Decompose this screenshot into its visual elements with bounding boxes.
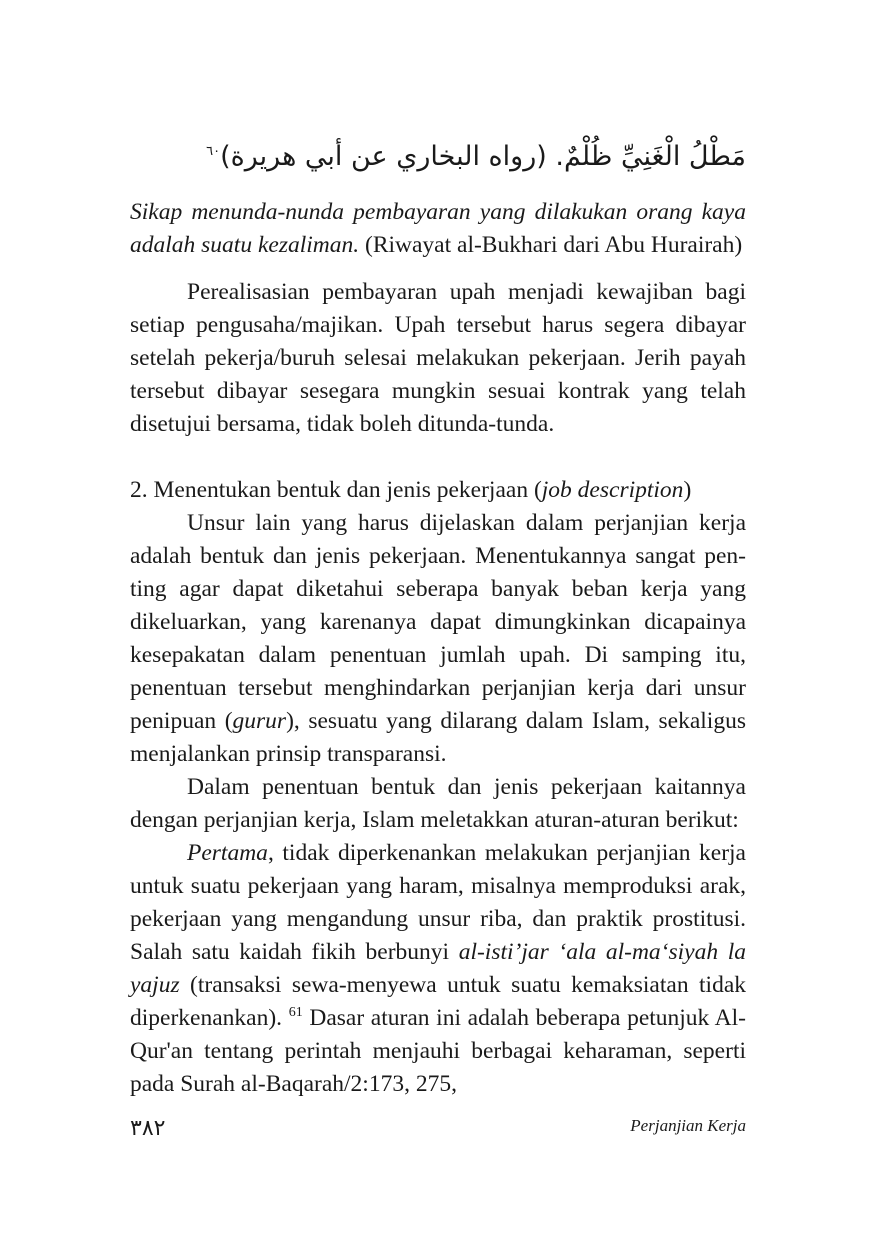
hadith-arabic xyxy=(130,132,746,177)
paragraph-2-part2: ), sesuatu yang dilarang dalam Islam, sekaligus menjalankan prinsip transparansi. xyxy=(130,708,746,767)
paragraph-4-part2: (transaksi sewa-menyewa untuk suatu kemaksiatan tidak diperkenankan). xyxy=(130,972,746,1031)
translation-source: (Riwayat al-Bukhari dari Abu Hurairah) xyxy=(359,232,743,258)
paragraph-2 xyxy=(130,507,746,771)
hadith-translation xyxy=(130,196,746,262)
hadith-text: مَطْلُ الْغَنِيِّ ظُلْمٌ. (رواه البخاري عن أبي هريرة) xyxy=(220,141,746,172)
paragraph-4-italic: al-isti’jar ‘ala al-ma‘siyah la yajuz xyxy=(130,939,746,998)
section-heading-end: ) xyxy=(683,477,692,503)
page-number: ٣٨٢ xyxy=(130,1116,166,1141)
footnote-61[interactable]: 61 xyxy=(288,1005,303,1021)
running-title: Perjanjian Kerja xyxy=(630,1116,746,1135)
section-heading-text: 2. Menentukan bentuk dan jenis pekerjaan ( xyxy=(130,477,542,503)
hadith-footnote-ref: ٦٠ xyxy=(206,144,221,159)
paragraph-4-part1: , tidak diperkenankan melakukan perjanjian kerja untuk suatu pekerjaan yang haram, misalnya memproduksi arak, pekerjaan yang mengandung unsur riba, dan praktik prostitusi. Salah satu kaidah fikih berbunyi xyxy=(130,840,746,965)
paragraph-3: Dalam penentuan bentuk dan jenis pekerjaan kaitannya dengan perjanjian kerja, Islam meletakkan aturan-aturan berikut: xyxy=(130,774,746,833)
paragraph-4 xyxy=(130,837,746,1101)
section-heading-italic: job description xyxy=(541,477,684,503)
paragraph-1: Perealisasian pembayaran upah menjadi kewajiban bagi setiap pengusaha/majikan. Upah tersebut harus segera dibayar setelah pekerja/buruh selesai melakukan pekerjaan. Jerih payah tersebut dibayar sesegara mungkin sesuai kontrak yang telah disetujui bersama, tidak boleh ditunda-tunda. xyxy=(130,279,746,437)
page-body xyxy=(130,196,746,1101)
paragraph-2-italic: gurur xyxy=(232,708,287,734)
translation-italic: Sikap menunda-nunda pembayaran yang dilakukan orang kaya adalah suatu kezaliman. xyxy=(130,199,746,258)
paragraph-4-part3: Dasar aturan ini adalah beberapa petunjuk Al-Qur'an tentang perintah menjauhi berbagai keharaman, seperti pada Surah al-Baqarah/2:173, 275, xyxy=(130,1005,746,1097)
paragraph-2-part1: Unsur lain yang harus dijelaskan dalam perjanjian kerja adalah bentuk dan jenis pekerjaan. Menentukannya sangat penting agar dapat diketahui seberapa banyak beban kerja yang dikeluarkan, yang karenanya dapat dimungkinkan dicapainya kesepakatan dalam penentuan jumlah upah. Di samping itu, penentuan tersebut menghindarkan perjanjian kerja dari unsur penipuan ( xyxy=(130,510,746,734)
paragraph-4-lead: Pertama xyxy=(187,840,268,866)
section-heading xyxy=(130,474,746,507)
